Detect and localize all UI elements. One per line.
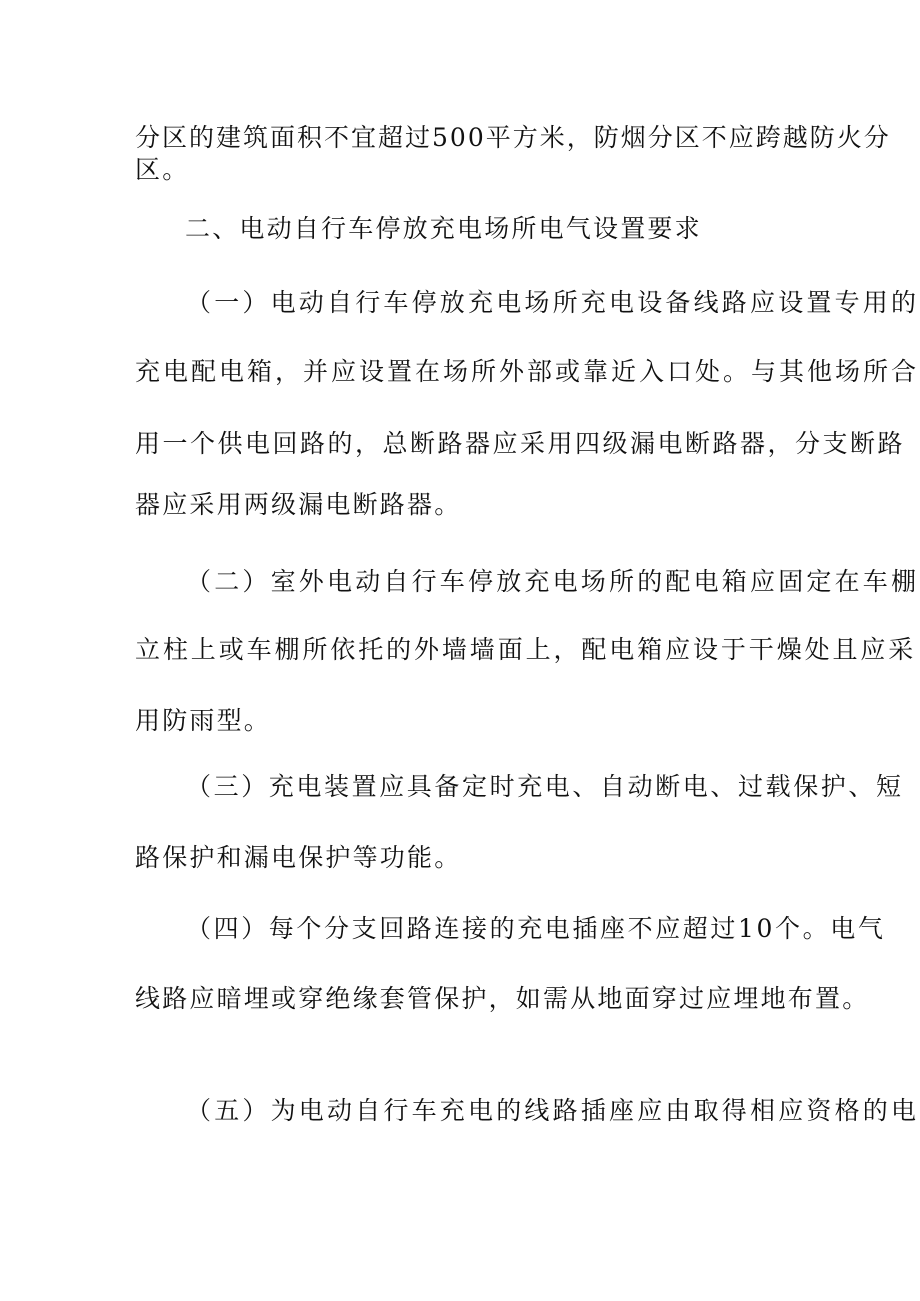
text-line: （二）室外电动自行车停放充电场所的配电箱应固定在车棚 bbox=[186, 567, 920, 596]
text-line: （五）为电动自行车充电的线路插座应由取得相应资格的电 bbox=[186, 1096, 920, 1125]
text-line: （一）电动自行车停放充电场所充电设备线路应设置专用的 bbox=[186, 288, 920, 317]
text-line: （三）充电装置应具备定时充电、自动断电、过载保护、短 bbox=[186, 772, 904, 801]
text-line: 分区的建筑面积不宜超过500平方米，防烟分区不应跨越防火分 bbox=[135, 123, 891, 152]
text-line: 器应采用两级漏电断路器。 bbox=[135, 490, 462, 519]
section-heading: 二、电动自行车停放充电场所电气设置要求 bbox=[185, 214, 702, 243]
text-line: 用一个供电回路的，总断路器应采用四级漏电断路器，分支断路 bbox=[135, 429, 906, 458]
text-line: 路保护和漏电保护等功能。 bbox=[135, 843, 462, 872]
text-line: 区。 bbox=[135, 155, 190, 184]
text-line: 立柱上或车棚所依托的外墙墙面上，配电箱应设于干燥处且应采 bbox=[135, 635, 917, 664]
text-line: 用防雨型。 bbox=[135, 706, 272, 735]
text-line: 线路应暗埋或穿绝缘套管保护，如需从地面穿过应埋地布置。 bbox=[135, 984, 870, 1013]
text-line: 充电配电箱，并应设置在场所外部或靠近入口处。与其他场所合 bbox=[135, 357, 920, 386]
text-line: （四）每个分支回路连接的充电插座不应超过10个。电气 bbox=[186, 914, 886, 943]
